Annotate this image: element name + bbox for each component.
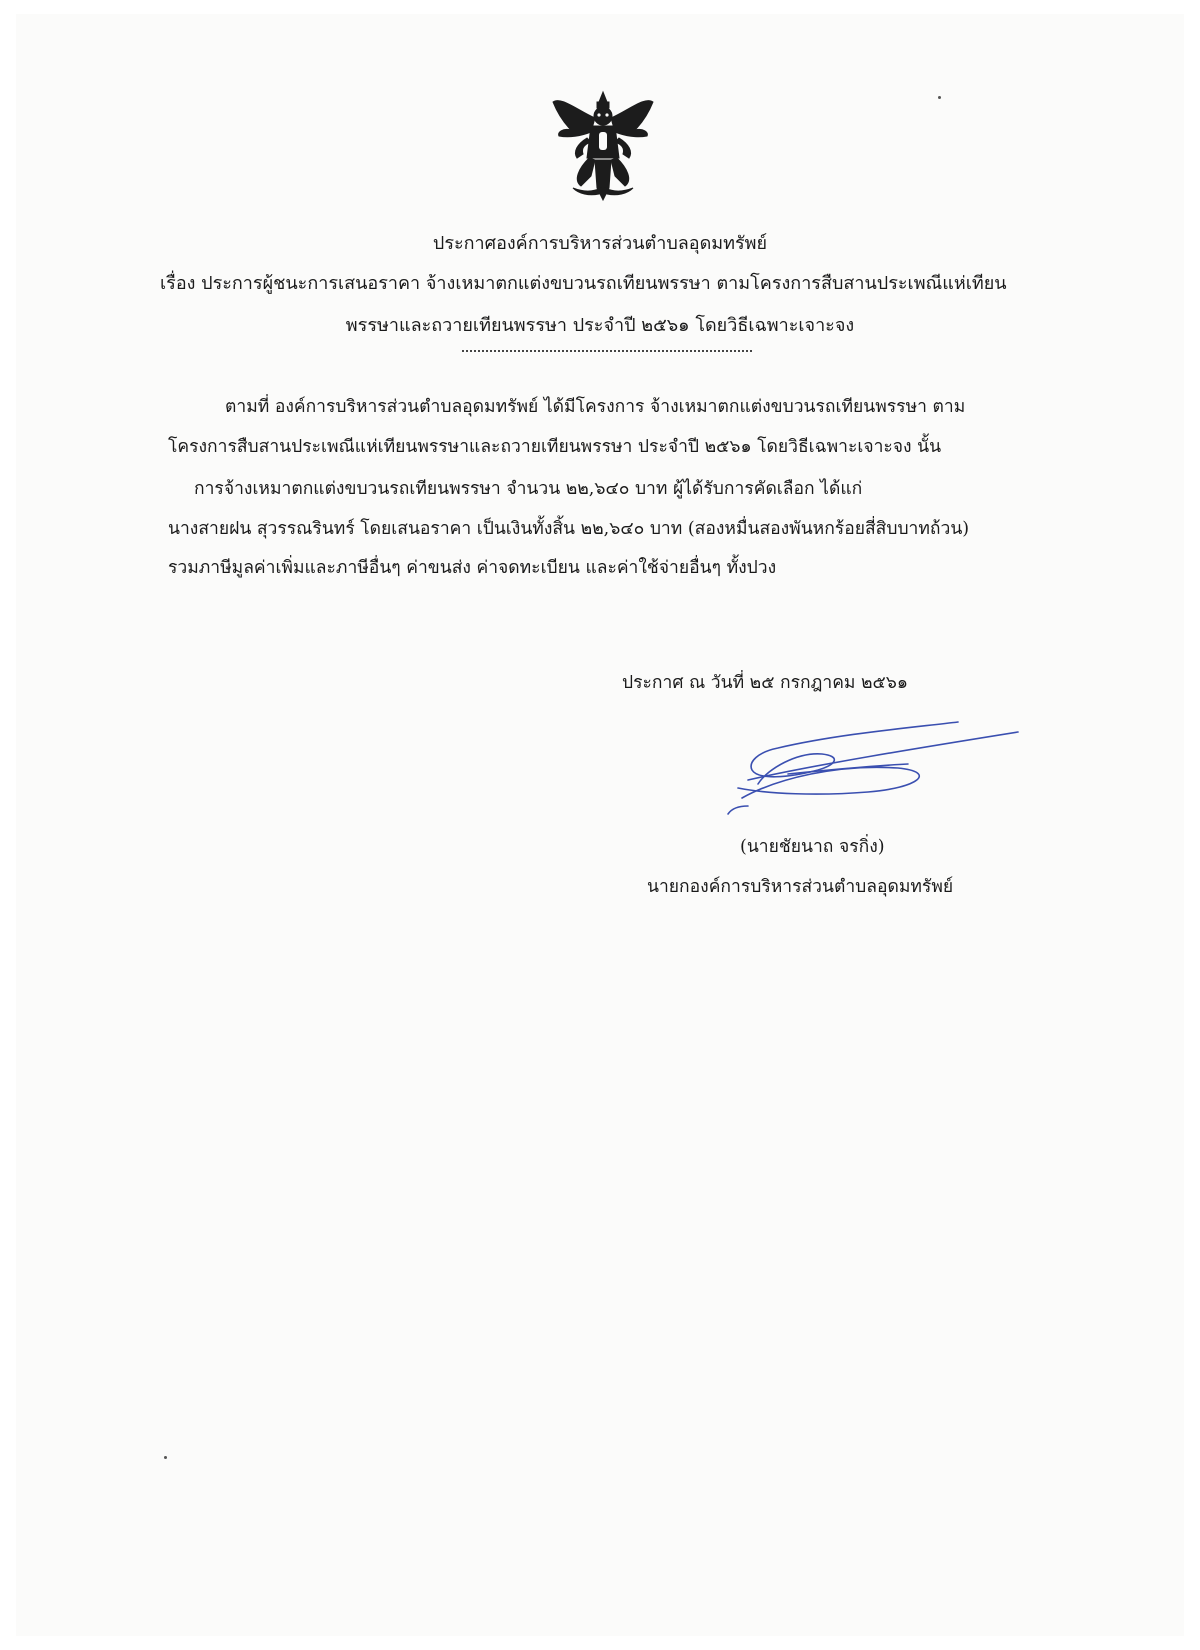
signer-position: นายกองค์การบริหารส่วนตำบลอุดมทรัพย์ <box>647 877 954 897</box>
handwritten-signature <box>718 718 1078 838</box>
document-heading-subject-line2: พรรษาและถวายเทียนพรรษา ประจำปี ๒๕๖๑ โดยวิธีเฉพาะเจาะจง <box>345 315 855 336</box>
announcement-date: ประกาศ ณ วันที่ ๒๕ กรกฎาคม ๒๕๖๑ <box>622 673 908 693</box>
body-line-5: รวมภาษีมูลค่าเพิ่มและภาษีอื่นๆ ค่าขนส่ง ค่าจดทะเบียน และค่าใช้จ่ายอื่นๆ ทั้งปวง <box>168 558 777 578</box>
garuda-emblem-icon <box>543 88 663 208</box>
body-line-1: ตามที่ องค์การบริหารส่วนตำบลอุดมทรัพย์ ได้มีโครงการ จ้างเหมาตกแต่งขบวนรถเทียนพรรษา ตาม <box>225 397 966 417</box>
scan-speck <box>938 96 941 99</box>
scan-speck <box>164 1456 167 1459</box>
body-line-3: การจ้างเหมาตกแต่งขบวนรถเทียนพรรษา จำนวน ๒๒,๖๔๐ บาท ผู้ได้รับการคัดเลือก ได้แก่ <box>194 479 863 499</box>
document-heading-org: ประกาศองค์การบริหารส่วนตำบลอุดมทรัพย์ <box>432 233 768 254</box>
body-line-4: นางสายฝน สุวรรณรินทร์ โดยเสนอราคา เป็นเงินทั้งสิ้น ๒๒,๖๔๐ บาท (สองหมื่นสองพันหกร้อยสี่สิบบาทถ้วน) <box>168 519 970 539</box>
document-heading-subject-line1: เรื่อง ประการผู้ชนะการเสนอราคา จ้างเหมาตกแต่งขบวนรถเทียนพรรษา ตามโครงการสืบสานประเพณีแห่เทียน <box>160 273 1007 294</box>
signer-name: (นายชัยนาถ จรกิ่ง) <box>740 837 885 857</box>
body-line-2: โครงการสืบสานประเพณีแห่เทียนพรรษาและถวายเทียนพรรษา ประจำปี ๒๕๖๑ โดยวิธีเฉพาะเจาะจง นั้น <box>168 437 942 457</box>
dotted-separator <box>462 342 752 352</box>
